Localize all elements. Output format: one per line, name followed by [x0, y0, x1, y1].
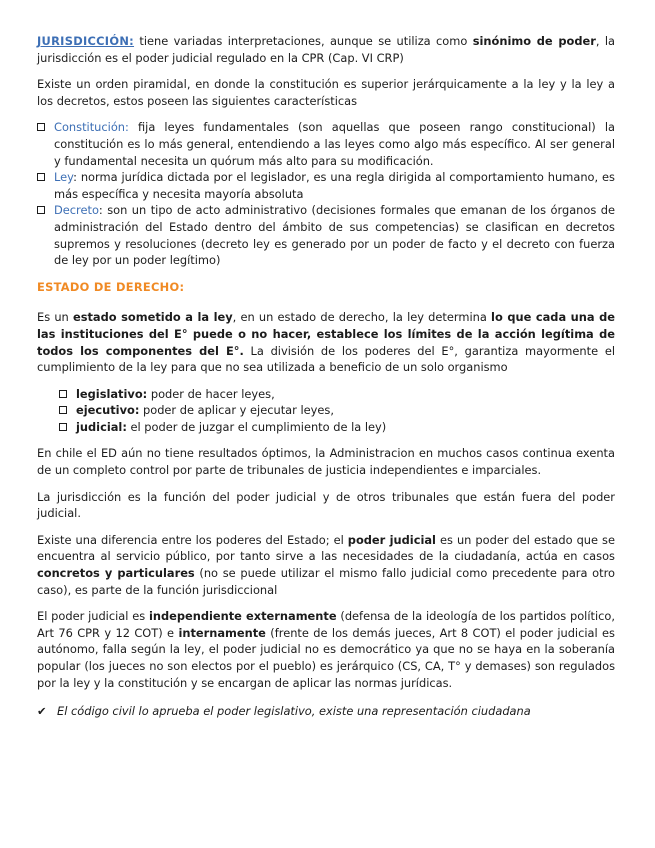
paragraph-chile: En chile el ED aún no tiene resultados óptimos, la Administracion en muchos casos continua exenta de un completo control por parte de tribunales de justicia independientes e imparciales.: [37, 446, 615, 478]
paragraph-independiente: [37, 608, 615, 691]
text: Existe una diferencia entre los poderes del Estado; el: [37, 532, 348, 547]
list-jerarquia: [37, 119, 615, 268]
text: , en un estado de derecho, la ley determina: [232, 310, 492, 325]
paragraph-poder-judicial: [37, 532, 615, 598]
text: , la jurisdicción es el poder judicial regulado en la CPR (Cap. VI CRP): [37, 34, 616, 65]
text: tiene variadas interpretaciones, aunque se utiliza como: [134, 34, 473, 48]
text: El poder judicial es: [37, 609, 149, 624]
check-note-text: El código civil lo aprueba el poder legislativo, existe una representación ciudadana: [57, 704, 531, 719]
text: el poder de juzgar el cumplimiento de la ley): [126, 419, 387, 434]
paragraph-orden-piramidal: Existe un orden piramidal, en donde la constitución es superior jerárquicamente a la ley y la ley a los decretos, estos poseen las siguientes características: [37, 77, 615, 108]
list-item: [59, 402, 615, 419]
check-note: [37, 703, 615, 720]
text: (defensa de la ideología de los partidos político, Art 76 CPR y 12 COT) e: [37, 609, 615, 640]
paragraph-jurisdiccion-funcion: La jurisdicción es la función del poder judicial y de otros tribunales que están fuera del poder judicial.: [37, 489, 615, 521]
text: : son un tipo de acto administrativo (decisiones formales que emanan de los órganos de administración del Estado dentro del ámbito de sus competencias) se clasifican en decretos supremos y resoluciones (decreto ley es generado por un poder de facto y el decreto con fuerza de ley por un poder legítimo): [54, 203, 615, 268]
bold-text: internamente: [178, 625, 266, 640]
text: es un poder del estado que se encuentra al servicio público, por tanto sirve a las necesidades de la ciudadanía, actúa en casos: [37, 532, 615, 564]
bold-text: sinónimo de poder: [472, 34, 596, 48]
document-page: [37, 33, 615, 720]
term-jurisdiccion: JURISDICCIÓN:: [37, 34, 135, 48]
text: (frente de los demás jueces, Art 8 COT) el poder judicial es autónomo, falla según la ley, el poder judicial no es democrático ya que no se haya en la soberanía popular (los jueces no son electos por el pueblo) es jerárquico (CS, CA, T° y demases) son regulados por la ley y la constitución y se encargan de aplicar las normas jurídicas.: [37, 625, 615, 690]
checkbox-square-icon: [37, 206, 45, 214]
bold-text: concretos y particulares: [37, 566, 195, 581]
term-constitucion: Constitución:: [54, 120, 129, 135]
text: : norma jurídica dictada por el legislador, es una regla dirigida al comportamiento humano, es más específica y necesita mayoría absoluta: [54, 170, 615, 201]
list-item: [37, 202, 615, 268]
bold-text: lo que cada una de las instituciones del E° puede o no hacer, establece los límites de la acción legítima de todos los componentes del E°.: [37, 310, 616, 358]
list-item: [37, 119, 615, 169]
term-legislativo: legislativo:: [76, 386, 148, 401]
text: fija leyes fundamentales (son aquellas que poseen rango constitucional) la constitución es lo más general, entendiendo a las leyes como algo más específico. Al ser general y fundamental necesita un quórum más alto para su modificación.: [54, 120, 615, 168]
checkbox-square-icon: [37, 123, 45, 131]
term-ley: Ley: [54, 170, 74, 185]
bold-text: poder judicial: [347, 532, 436, 547]
text: Es un: [37, 310, 73, 325]
text: La división de los poderes del E°, garantiza mayormente el cumplimiento de la ley para que no sea utilizada a beneficio de un solo organismo: [37, 343, 616, 375]
text: poder de hacer leyes,: [147, 386, 275, 401]
checkbox-square-icon: [37, 173, 45, 181]
checkmark-icon: ✔: [37, 704, 47, 719]
term-ejecutivo: ejecutivo:: [76, 403, 140, 418]
bold-text: estado sometido a la ley: [72, 310, 233, 325]
paragraph-estado-de-derecho: [37, 309, 615, 375]
term-decreto: Decreto: [54, 203, 99, 218]
bold-text: independiente externamente: [148, 609, 337, 624]
checkbox-square-icon: [59, 423, 67, 431]
term-judicial: judicial:: [76, 419, 127, 434]
list-item: [59, 419, 615, 436]
text: poder de aplicar y ejecutar leyes,: [139, 403, 334, 418]
checkbox-square-icon: [59, 406, 67, 414]
heading-estado-de-derecho: ESTADO DE DERECHO:: [37, 279, 185, 294]
list-item: [59, 386, 615, 403]
text: (no se puede utilizar el mismo fallo judicial como precedente para otro caso), es parte de la función jurisdiccional: [37, 566, 615, 597]
paragraph-jurisdiccion: [37, 33, 615, 66]
list-item: [37, 169, 615, 202]
list-poderes: [37, 386, 615, 436]
checkbox-square-icon: [59, 390, 67, 398]
